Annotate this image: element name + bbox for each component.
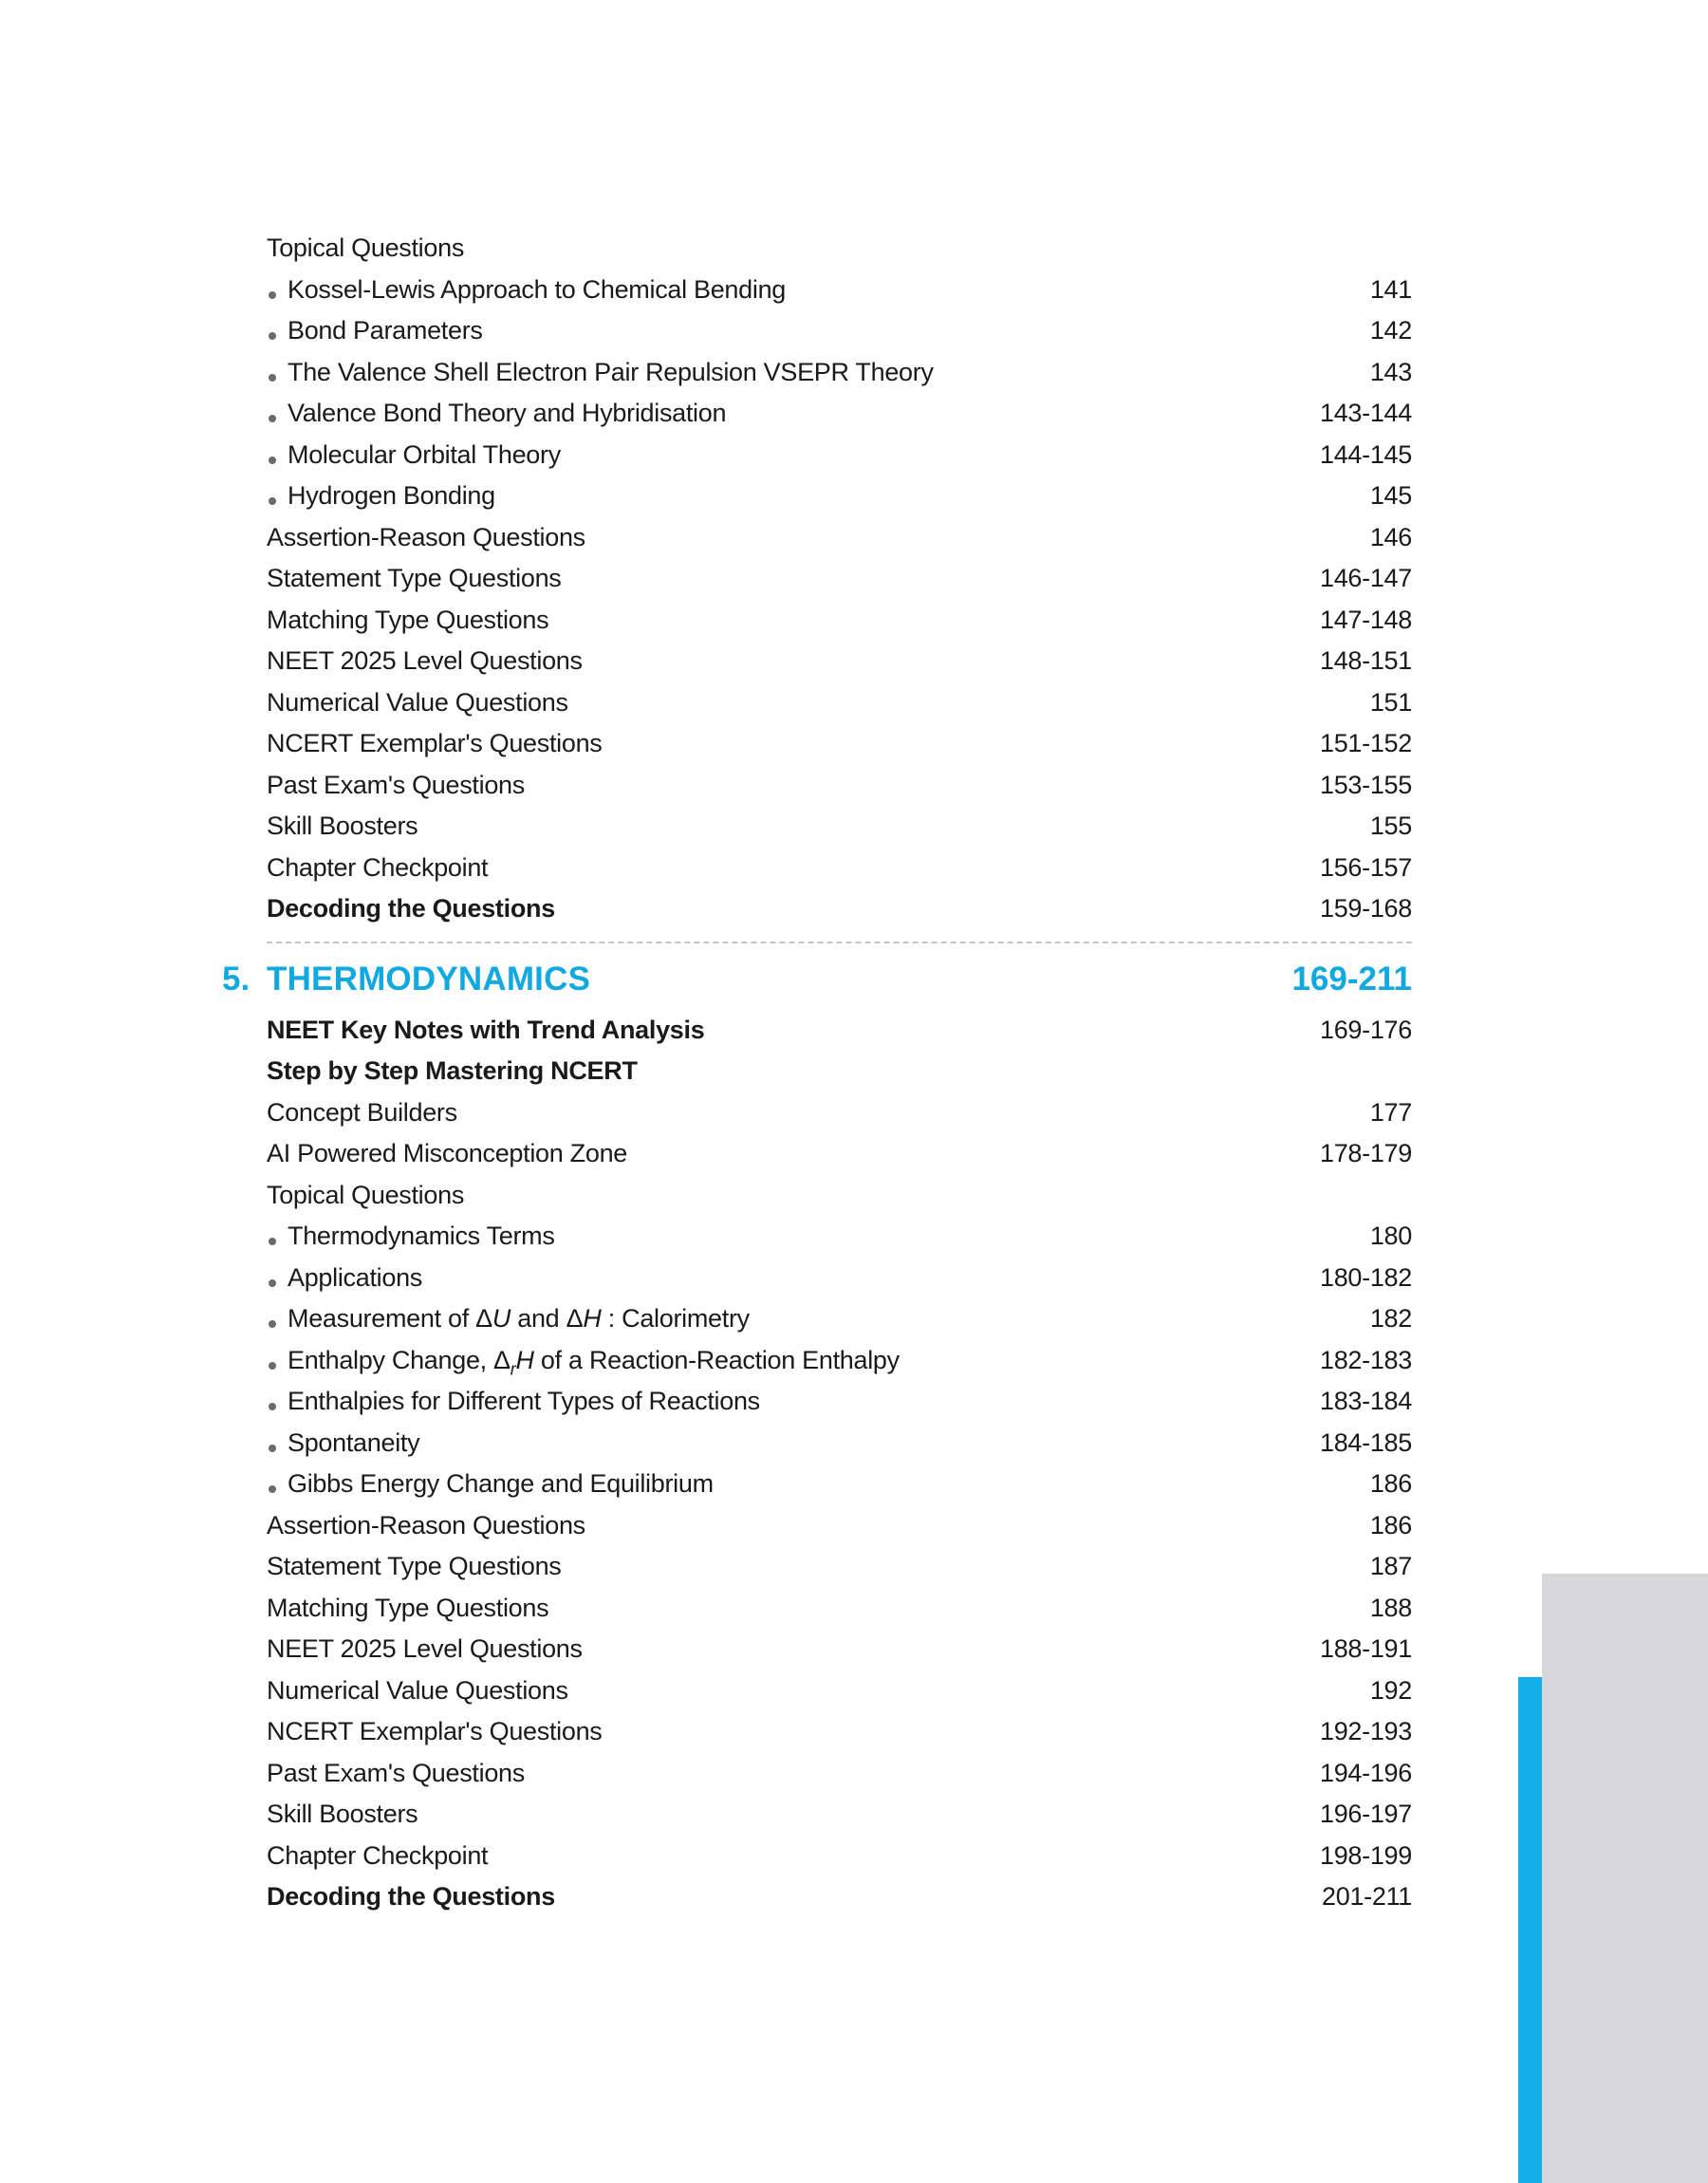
toc-entry-page: 142 <box>1369 316 1412 345</box>
toc-entry[interactable] <box>267 1505 1412 1547</box>
toc-entry[interactable] <box>267 765 1412 807</box>
bullet-icon <box>269 457 276 464</box>
toc-entry-page: 183-184 <box>1320 1387 1412 1415</box>
toc-entry-label: Matching Type Questions <box>267 605 549 634</box>
toc-entry-label: NEET Key Notes with Trend Analysis <box>267 1015 705 1044</box>
toc-entry[interactable] <box>267 1588 1412 1630</box>
toc-entry-label: Decoding the Questions <box>267 894 555 923</box>
toc-entry-page: 178-179 <box>1320 1139 1412 1167</box>
toc-entry-label: Applications <box>288 1262 422 1292</box>
toc-entry[interactable] <box>267 393 1412 435</box>
toc-entry-label: Bond Parameters <box>288 316 483 345</box>
toc-entry-label: Past Exam's Questions <box>267 1758 525 1787</box>
toc-entry-label: Assertion-Reason Questions <box>267 1510 585 1539</box>
toc-entry-page: 186 <box>1369 1469 1412 1498</box>
toc-entry-label: Topical Questions <box>267 233 465 262</box>
toc-entry[interactable] <box>267 1629 1412 1670</box>
toc-entry-page: 141 <box>1369 274 1412 304</box>
table-of-contents <box>222 228 1412 1918</box>
toc-entry-label: Topical Questions <box>267 1180 465 1209</box>
toc-entry-label: Gibbs Energy Change and Equilibrium <box>288 1469 714 1498</box>
toc-entry-page: 143-144 <box>1320 399 1412 427</box>
toc-entry-page: 201-211 <box>1322 1882 1412 1911</box>
toc-entry-page: 146-147 <box>1320 564 1412 592</box>
section-divider <box>267 942 1412 943</box>
bullet-icon <box>269 332 276 340</box>
toc-entry[interactable] <box>267 228 1412 270</box>
toc-section-bottom <box>267 1010 1412 1918</box>
toc-entry-page: 188 <box>1369 1593 1412 1622</box>
toc-entry-label: Assertion-Reason Questions <box>267 522 585 551</box>
toc-entry[interactable] <box>267 1175 1412 1217</box>
toc-entry-label: Enthalpy Change, $\Delta_rH$ of a Reaction-Reaction Enthalpy <box>288 1345 900 1378</box>
toc-entry-page: 156-157 <box>1320 852 1412 882</box>
toc-entry-page: 196-197 <box>1320 1800 1412 1828</box>
bullet-icon <box>269 1403 276 1410</box>
toc-entry[interactable] <box>267 1010 1412 1052</box>
toc-entry[interactable] <box>267 1670 1412 1712</box>
chapter-number: 5. <box>222 960 251 998</box>
toc-entry-label: Thermodynamics Terms <box>288 1222 555 1250</box>
toc-entry-page: 146 <box>1369 522 1412 551</box>
toc-entry-page: 155 <box>1369 812 1412 840</box>
toc-entry-label: AI Powered Misconception Zone <box>267 1139 628 1167</box>
toc-entry-label: Step by Step Mastering NCERT <box>267 1056 638 1085</box>
toc-entry-page: 143 <box>1369 357 1412 386</box>
toc-entry-page: 151 <box>1369 687 1412 717</box>
toc-entry[interactable] <box>267 1258 1412 1299</box>
toc-entry[interactable] <box>267 641 1412 682</box>
toc-entry-page: 188-191 <box>1320 1634 1412 1663</box>
toc-entry-page: 153-155 <box>1320 770 1412 799</box>
toc-entry[interactable] <box>267 1546 1412 1588</box>
toc-entry[interactable] <box>267 848 1412 889</box>
toc-entry[interactable] <box>267 600 1412 642</box>
toc-section-top <box>267 228 1412 930</box>
toc-entry-page: 169-176 <box>1320 1015 1412 1044</box>
toc-entry-label: Concept Builders <box>267 1097 457 1127</box>
toc-entry[interactable] <box>267 1423 1412 1465</box>
toc-entry-label: Skill Boosters <box>267 1800 418 1828</box>
bullet-icon <box>269 497 276 505</box>
toc-entry-label: Decoding the Questions <box>267 1882 555 1911</box>
toc-entry[interactable] <box>267 1876 1412 1918</box>
side-tab-grey <box>1542 1574 1708 2183</box>
bullet-icon <box>269 1445 276 1452</box>
toc-entry-page: 148-151 <box>1320 646 1412 675</box>
toc-entry-label: Hydrogen Bonding <box>288 481 495 510</box>
bullet-icon <box>269 1238 276 1245</box>
toc-entry[interactable] <box>267 1051 1412 1092</box>
chapter-heading[interactable] <box>222 953 1412 1006</box>
bullet-icon <box>269 1320 276 1328</box>
bullet-icon <box>269 415 276 422</box>
toc-entry-label: NCERT Exemplar's Questions <box>267 729 603 757</box>
toc-entry-label: Past Exam's Questions <box>267 770 525 799</box>
toc-entry-page: 186 <box>1369 1510 1412 1539</box>
toc-entry-label: Matching Type Questions <box>267 1593 549 1622</box>
toc-entry-label: NEET 2025 Level Questions <box>267 646 583 675</box>
chapter-title: THERMODYNAMICS <box>267 960 591 998</box>
toc-entry-page: 187 <box>1369 1552 1412 1580</box>
toc-entry-page: 198-199 <box>1320 1840 1412 1870</box>
chapter-page-range: 169-211 <box>1291 960 1412 998</box>
toc-entry-label: Spontaneity <box>288 1427 420 1457</box>
toc-entry[interactable] <box>267 1711 1412 1753</box>
toc-entry-page: 182-183 <box>1320 1345 1412 1374</box>
toc-entry-label: Measurement of ΔU and ΔH : Calorimetry <box>288 1304 750 1333</box>
toc-entry-page: 144-145 <box>1320 439 1412 469</box>
toc-entry-page: 184-185 <box>1320 1427 1412 1457</box>
toc-entry[interactable] <box>267 1836 1412 1877</box>
toc-entry-label: NEET 2025 Level Questions <box>267 1634 583 1663</box>
toc-entry[interactable] <box>267 1753 1412 1795</box>
toc-entry-page: 192 <box>1369 1675 1412 1705</box>
bullet-icon <box>269 1485 276 1493</box>
toc-entry[interactable] <box>267 1133 1412 1175</box>
toc-entry-label: Kossel-Lewis Approach to Chemical Bending <box>288 274 786 304</box>
toc-entry-label: Skill Boosters <box>267 812 418 840</box>
toc-entry-page: 180-182 <box>1320 1262 1412 1292</box>
toc-entry-label: Valence Bond Theory and Hybridisation <box>288 399 727 427</box>
toc-entry-label: NCERT Exemplar's Questions <box>267 1717 603 1745</box>
side-tab-blue <box>1518 1677 1542 2183</box>
toc-entry[interactable] <box>267 476 1412 517</box>
bullet-icon <box>269 1362 276 1370</box>
toc-entry-label: Numerical Value Questions <box>267 687 568 717</box>
toc-entry[interactable] <box>267 723 1412 765</box>
toc-entry-label: Chapter Checkpoint <box>267 852 489 882</box>
toc-entry[interactable] <box>267 558 1412 600</box>
toc-entry[interactable] <box>267 270 1412 311</box>
toc-entry-page: 194-196 <box>1320 1758 1412 1787</box>
toc-entry[interactable] <box>267 1381 1412 1423</box>
toc-entry-page: 159-168 <box>1320 894 1412 923</box>
toc-entry-label: Chapter Checkpoint <box>267 1840 489 1870</box>
toc-entry-label: Statement Type Questions <box>267 564 562 592</box>
toc-entry[interactable] <box>267 352 1412 394</box>
bullet-icon <box>269 374 276 382</box>
toc-entry[interactable] <box>267 1340 1412 1382</box>
toc-entry-label: Enthalpies for Different Types of Reactions <box>288 1387 760 1415</box>
toc-entry-label: Statement Type Questions <box>267 1552 562 1580</box>
toc-entry[interactable] <box>267 517 1412 559</box>
toc-entry[interactable] <box>267 806 1412 848</box>
toc-entry-page: 147-148 <box>1320 605 1412 634</box>
toc-entry[interactable] <box>267 1092 1412 1134</box>
toc-entry[interactable] <box>267 1216 1412 1258</box>
toc-entry[interactable] <box>267 888 1412 930</box>
toc-entry-page: 180 <box>1369 1222 1412 1250</box>
toc-entry-label: Molecular Orbital Theory <box>288 439 561 469</box>
toc-entry-page: 182 <box>1369 1304 1412 1333</box>
toc-entry[interactable] <box>267 435 1412 476</box>
toc-entry[interactable] <box>267 310 1412 352</box>
toc-entry-page: 151-152 <box>1320 729 1412 757</box>
toc-entry[interactable] <box>267 1298 1412 1340</box>
bullet-icon <box>269 291 276 299</box>
toc-entry-label: Numerical Value Questions <box>267 1675 568 1705</box>
toc-entry[interactable] <box>267 1794 1412 1836</box>
toc-entry-page: 145 <box>1369 481 1412 510</box>
toc-entry-page: 177 <box>1369 1097 1412 1127</box>
toc-entry[interactable] <box>267 682 1412 724</box>
toc-entry[interactable] <box>267 1464 1412 1505</box>
toc-entry-label: The Valence Shell Electron Pair Repulsion VSEPR Theory <box>288 357 934 386</box>
bullet-icon <box>269 1279 276 1287</box>
toc-entry-page: 192-193 <box>1320 1717 1412 1745</box>
